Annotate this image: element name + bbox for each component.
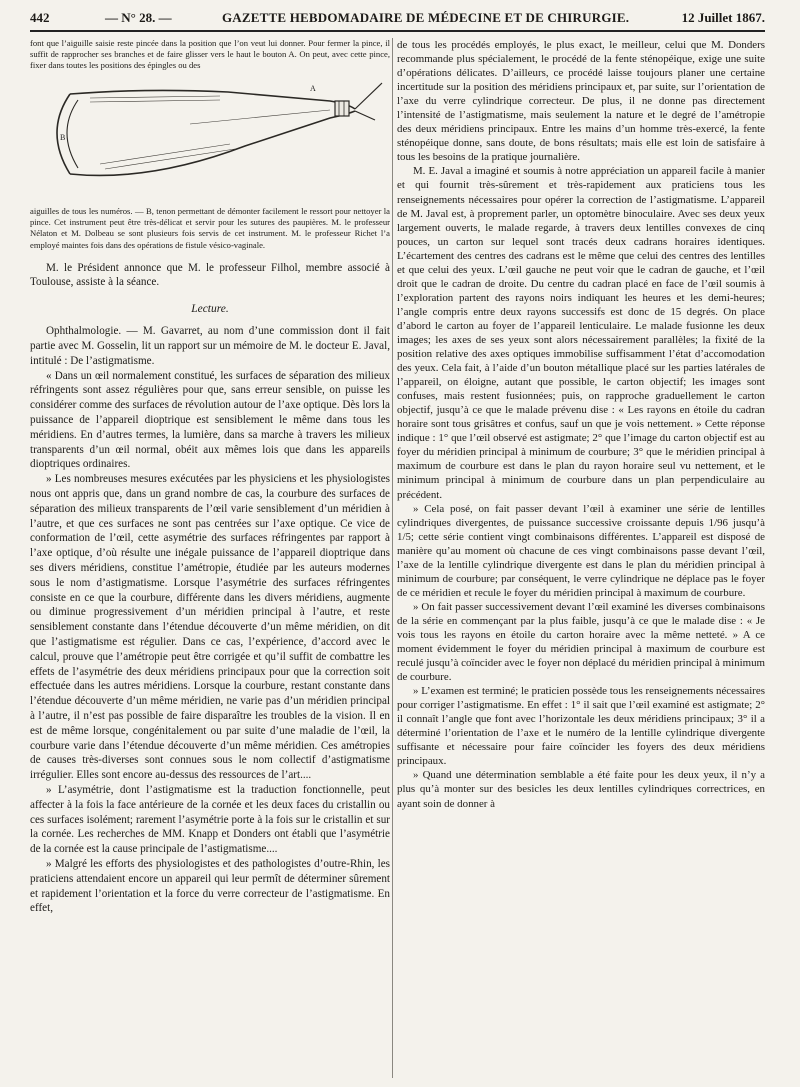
running-header (30, 8, 765, 32)
paragraph: M. E. Javal a imaginé et soumis à notre appréciation un appareil facile à manier et qui fournit très-sûrement et très-rapidement aux praticiens tous les renseignements nécessaires pour opérer la correction de l’astigmatisme. L’appareil de M. Javal est, à proprement parler, un optomètre binoculaire. Avec ses deux yeux largement ouverts, le malade regarde, à travers deux lentilles convexes de cinq pouces, un carton sur lequel sont tracés deux cadrans horaires identiques. L’écartement des centres des cadrans est le même que celui des centres des lentilles et que celui des yeux. L’œil gauche ne peut voir que le cadran de gauche, et l’œil droit que le cadran de droite. Du centre du cadran placé en face de l’œil soumis à l’exploration partent des rayons noirs indiquant les heures et les demi-heures; l’angle compris entre deux rayons successifs est donc de 15 degrés. On place d’abord le carton au foyer de l’appareil lenticulaire. Le malade fusionne les deux images; les axes de ses yeux sont alors nécessairement parallèles; la fixité de la position relative des axes optiques immobilise suffisamment l’état d’accomodation des yeux. Cela fait, à l’aide d’un bouton métallique placé sur les parties latérales de l’appareil, on éloigne, autant que possible, le carton objectif; les images sont confuses, mais restent fusionnées; puis, on rapproche graduellement le carton objectif, jusqu’à ce que le malade prévenu dise : « Les rayons en étoile du cadran horaire sont tous grisâtres et confus, sauf un que je vois nettement. » Cette réponse indique : 1° que l’œil observé est astigmate; 2° que l’image du carton objectif est au foyer du méridien principal à minimum de courbure; 3° que le méridien principal à maximum de courbure est dans le plan du rayon horaire seul vu nettement, et le minimum principal à minimum de courbure dans un plan perpendiculaire au précédent. (397, 165, 765, 501)
figure-label-a: A (310, 84, 316, 94)
figure-caption-top: font que l’aiguille saisie reste pincée dans la position que l’on veut lui donner. Pour fermer la pince, il suffit de rapprocher ses branches et de faire glisser vers le haut le bouton A. On peut, avec cette pince, fixer dans toutes les positions des épingles ou des (30, 38, 390, 71)
paragraph: « Dans un œil normalement constitué, les surfaces de séparation des milieux réfringents sont assez régulières pour que, sans erreur sensible, on puisse les considérer comme des surfaces de révolution autour de l’axe optique. Dès lors la puissance de l’appareil dioptrique est sensiblement le même dans tous les méridiens. En d’autres termes, la lumière, dans sa marche à travers les milieux transparents d’un œil normal, obéit aux mêmes lois que dans les appareils dioptriques ordinaires. (30, 369, 390, 471)
right-column (397, 38, 765, 811)
column-divider (392, 38, 393, 1078)
left-column (30, 38, 390, 916)
paragraph: » L’examen est terminé; le praticien possède tous les renseignements nécessaires pour corriger l’astigmatisme. En effet : 1° il sait que l’œil examiné est astigmate; 2° il connaît l’angle que font avec l’horizontale les deux méridiens principaux; 3° il a déterminé l’orientation de l’axe et le numéro de la lentille cylindrique divergente suffisante et nécessaire pour faire coïncider les foyers des deux méridiens principaux. (397, 685, 765, 768)
page-number: 442 (30, 10, 50, 25)
figure-caption-bottom: aiguilles de tous les numéros. — B, tenon permettant de démonter facilement le ressort pour nettoyer la pince. Cet instrument peut être très-délicat et servir pour les sutures des paupières. M. le professeur Nélaton et M. Dolbeau se sont plusieurs fois servis de cet instrument. M. le professeur Richet l’a employé maintes fois dans des opérations de fistule vésico-vaginale. (30, 206, 390, 250)
issue-number: — N° 28. — (105, 10, 172, 25)
paragraph: de tous les procédés employés, le plus exact, le meilleur, celui que M. Donders recommande plus spécialement, le procédé de la fente sténopéique, exige une suite d’opérations délicates. D’ailleurs, ce procédé laisse toujours planer une certaine incertitude sur la position des méridiens principaux et, par suite, sur l’orientation de l’axe du verre cylindrique correcteur. De plus, il ne donne pas directement l’intensité de l’astigmatisme, mais seulement la nature et le degré de l’amétropie des deux méridiens principaux. Entre les mains d’un homme très-exercé, la fente sténopéique donne, sans doute, de bons résultats; mais elle est loin de satisfaire à tous les besoins de la pratique journalière. (397, 39, 765, 164)
journal-title: GAZETTE HEBDOMADAIRE DE MÉDECINE ET DE CHIRURGIE. (222, 10, 630, 25)
paragraph: » L’asymétrie, dont l’astigmatisme est la traduction fonctionnelle, peut affecter à la fois la face antérieure de la cornée et les deux faces du cristallin ou ces surfaces isolément; rarement l’asymétrie porte à la fois sur le cristallin et sur la cornée. Les recherches de MM. Knapp et Donders ont établi que l’asymétrie de la cornée est la cause principale de l’astigmatisme.... (30, 783, 390, 856)
president-announcement: M. le Président annonce que M. le professeur Filhol, membre associé à Toulouse, assiste à la séance. (30, 261, 390, 289)
paragraph: » Les nombreuses mesures exécutées par les physiciens et les physiologistes nous ont appris que, dans un grand nombre de cas, la courbure des surfaces de séparation des milieux transparents de l’œil varie sensiblement d’un méridien à l’autre, et que ces surfaces ne sont pas centrées sur l’axe optique. Ce vice de conformation de l’œil, cette asymétrie des surfaces réfringentes par rapport à l’axe optique, d’où résulte une inégale puissance de l’appareil dioptrique dans ses divers méridiens, constitue l’amétropie, étudiée par les auteurs modernes sous le nom d’astigmatisme. Lorsque l’asymétrie des surfaces réfringentes consiste en ce que la courbure, différente dans les divers méridiens, augmente ou diminue progressivement d’un méridien principal à l’autre, et reste sensiblement constante dans l’étendue découverte d’un même méridien, on dit que l’astigmatisme est régulier. Dans ce cas, l’expérience, d’accord avec le calcul, prouve que l’amétropie peut être corrigée et qu’il suffit de combattre les effets de l’asymétrie des deux méridiens principaux pour que la correction soit effectuée dans les autres méridiens. Lorsque la courbure, restant constante dans l’étendue découverte d’un même méridien, ne varie pas d’un méridien principal à l’autre, il n’est pas possible de faire disparaître les troubles de la vision. Il en est de même lorsque, congénitalement ou par suite d’une maladie de l’œil, la courbure varie dans l’étendue découverte d’un même méridien. Ces amétropies de causes très-diverses sont connues sous le nom collectif d’astigmatisme irrégulier. Elles sont encore au-dessus des ressources de l’art.... (30, 473, 390, 782)
forceps-illustration (30, 74, 390, 199)
issue-date: 12 Juillet 1867. (681, 10, 765, 25)
paragraph: Ophthalmologie. — M. Gavarret, au nom d’une commission dont il fait partie avec M. Gosselin, lit un rapport sur un mémoire de M. le docteur E. Javal, intitulé : De l’astigmatisme. (30, 325, 390, 367)
section-heading-lecture: Lecture. (191, 303, 229, 316)
paragraph: » Quand une détermination semblable a été faite pour les deux yeux, il n’y a plus qu’à monter sur des besicles les deux lentilles cylindriques correctrices, en ayant soin de donner à (397, 769, 765, 810)
paragraph: » On fait passer successivement devant l’œil examiné les diverses combinaisons de la série en commençant par la plus faible, jusqu’à ce que le malade dise : « Je vois tous les rayons en étoile du carton horaire avec la même netteté. » A ce moment évidemment le foyer du méridien principal à maximum de courbure est reculé jusqu’à coïncider avec le foyer non déplacé du méridien principal à minimum de courbure. (397, 600, 765, 684)
paragraph: » Malgré les efforts des physiologistes et des pathologistes d’outre-Rhin, les praticiens attendaient encore un appareil qui leur permît de déterminer sûrement et rapidement l’orientation et la force du verre correcteur de l’astigmatisme. En effet, (30, 857, 390, 915)
figure-label-b: B (60, 133, 66, 143)
paragraph: » Cela posé, on fait passer devant l’œil à examiner une série de lentilles cylindriques divergentes, de puissance successive croissante depuis 1/96 jusqu’à 1/5; cette série contient vingt combinaisons différentes. L’appareil est disposé de manière qu’au moment où chacune de ces vingt combinaisons passe devant l’œil, l’axe de la lentille cylindrique divergente est dans le plan du méridien principal à minimum de courbure; par conséquent, le verre cylindrique ne déplace pas le foyer de ce méridien et recule le foyer du méridien principal à maximum de courbure. (397, 502, 765, 599)
